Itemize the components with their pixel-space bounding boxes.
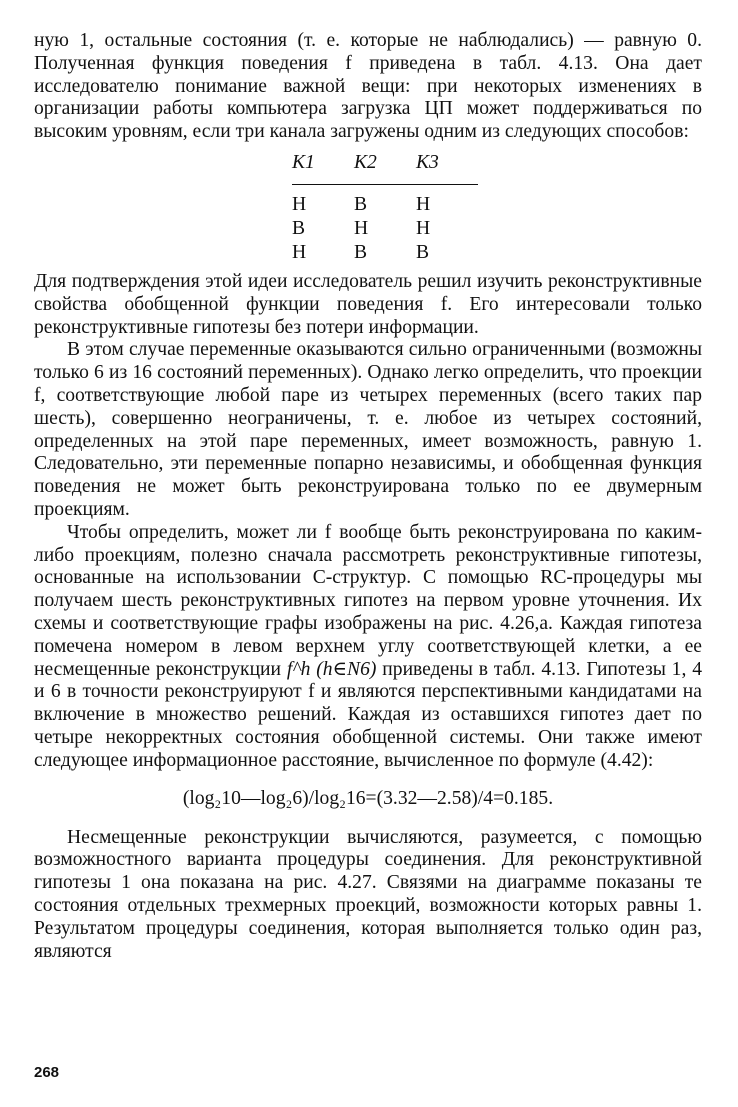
paragraph-3: В этом случае переменные оказываются сильно ограниченными (возможны только 6 из 16 состояний переменных). Однако легко определить, что проекции f, соответствующие любой паре из четырех переменных (всего таких пар шесть), совершенно неограничены, т. е. любое из четырех состояний, определенных на этой паре переменных, имеет возможность, равную 1. Следовательно, эти переменные попарно независимы, и обобщенная функция поведения не может быть реконструирована только по ее двумерным проекциям.	[34, 339, 702, 520]
page-number: 268	[34, 1064, 60, 1081]
table-cell: Н	[292, 193, 307, 215]
table-cell: Н	[416, 193, 431, 215]
reconstruction-symbol: f^h (h∈N6)	[286, 658, 377, 680]
table-cell: В	[416, 241, 430, 263]
table-cell: В	[354, 241, 368, 263]
table-row	[292, 241, 478, 265]
table-row	[292, 184, 478, 217]
paragraph-4-part-b: приведены в табл. 4.13. Гипотезы 1, 4 и 6 в точности реконструируют f и являются перспективными кандидатами на включение в множество решений. Каждая из оставшихся гипотез дает по четыре некорректных состояния обобщенной системы. Они также имеют следующее информационное расстояние, вычисленное по формуле (4.42):	[34, 658, 703, 771]
header-k2: К2	[354, 152, 416, 185]
paragraph-2: Для подтверждения этой идеи исследователь решил изучить реконструктивные свойства обобщенной функции поведения f. Его интересовали только реконструктивные гипотезы без потери информации.	[34, 270, 702, 338]
information-distance-formula: (log₂10—log₂6)/log₂16=(3.32—2.58)/4=0.185.	[182, 787, 554, 809]
table-header-row	[292, 152, 478, 185]
header-k3: К3	[416, 152, 478, 185]
table-cell: В	[354, 193, 368, 215]
table-cell: Н	[354, 217, 369, 239]
channel-load-table	[292, 152, 478, 265]
table-row	[292, 217, 478, 241]
paragraph-4	[34, 522, 702, 773]
page-content	[34, 30, 702, 963]
paragraph-4-part-a: Чтобы определить, может ли f вообще быть реконструирована по каким-либо проекциям, полезно сначала рассмотреть реконструктивные гипотезы, основанные на использовании C-структур. С помощью RC-процедуры мы получаем шесть реконструктивных гипотез на первом уровне уточнения. Их схемы и соответствующие графы изображены на рис. 4.26,а. Каждая гипотеза помечена номером в левом верхнем углу соответствующей клетки, а ее несмещенные реконструкции	[34, 521, 702, 680]
paragraph-5: Несмещенные реконструкции вычисляются, разумеется, с помощью возможностного варианта процедуры соединения. Для реконструктивной гипотезы 1 она показана на рис. 4.27. Связями на диаграмме показаны те состояния отдельных трехмерных проекций, возможности которых равны 1. Результатом процедуры соединения, которая выполняется только один раз, являются	[34, 826, 702, 962]
table-cell: Н	[416, 217, 431, 239]
table-cell: В	[292, 217, 306, 239]
header-k1: К1	[292, 152, 354, 185]
table-cell: Н	[292, 241, 307, 263]
paragraph-1: ную 1, остальные состояния (т. е. которые не наблюдались) — равную 0. Полученная функция поведения f приведена в табл. 4.13. Она дает исследователю понимание важной вещи: при некоторых изменениях в организации работы компьютера загрузка ЦП может поддерживаться по высоким уровням, если три канала загружены одним из следующих способов:	[34, 30, 702, 143]
